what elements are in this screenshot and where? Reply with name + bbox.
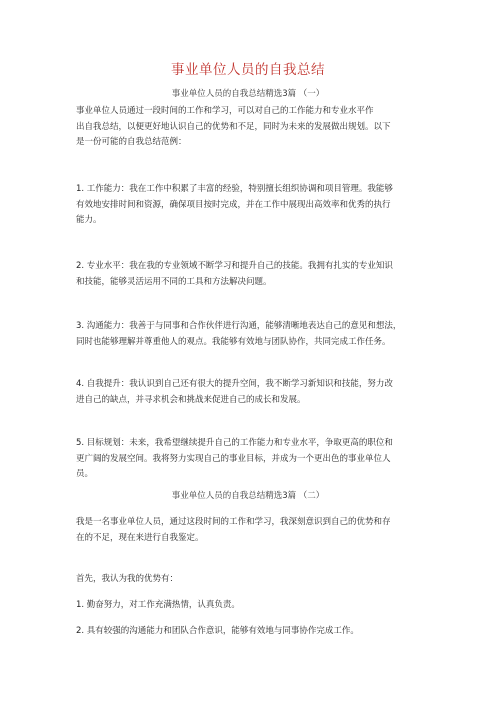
paragraph-line: 有效地安排时间和资源，确保项目按时完成，并在工作中展现出高效率和优秀的执行: [76, 199, 391, 210]
document-title: 事业单位人员的自我总结: [171, 62, 325, 78]
paragraph-line: 能力。: [76, 215, 102, 225]
paragraph-communication: [76, 319, 434, 350]
paragraph-line: 1. 工作能力：我在工作中积累了丰富的经验，特别擅长组织协调和项目管理。我能够: [76, 184, 393, 194]
strength-item-1: 1. 勤奋努力，对工作充满热情，认真负责。: [76, 600, 240, 610]
paragraph-line: 员。: [76, 469, 94, 479]
paragraph-line: 同时也能够理解并尊重他人的观点。我能够有效地与团队协作，共同完成工作任务。: [76, 336, 391, 347]
intro-line: 事业单位人员通过一段时间的工作和学习，可以对自己的工作能力和专业水平作: [76, 106, 374, 116]
strength-item-2: 2. 具有较强的沟通能力和团队合作意识，能够有效地与同事协作完成工作。: [76, 626, 359, 636]
paragraph-line: 和技能，能够灵活运用不同的工具和方法解决问题。: [76, 276, 272, 287]
section-2-heading: 事业单位人员的自我总结精选3篇 （二）: [171, 491, 325, 501]
paragraph-line: 2. 专业水平：我在我的专业领域不断学习和提升自己的技能。我拥有扎实的专业知识: [76, 261, 393, 271]
intro-line: 出自我总结，以便更好地认识自己的优势和不足，同时为未来的发展做出规划。以下: [76, 121, 391, 132]
paragraph-line: 我是一名事业单位人员，通过这段时间的工作和学习，我深刻意识到自己的优势和存: [76, 517, 391, 527]
paragraph-line: 4. 自我提升：我认识到自己还有很大的提升空间，我不断学习新知识和技能，努力改: [76, 379, 393, 389]
section-2-intro: [76, 515, 434, 546]
paragraph-line: 在的不足，现在来进行自我鉴定。: [76, 532, 204, 543]
paragraph-line: 5. 目标规划：未来，我希望继续提升自己的工作能力和专业水平，争取更高的职位和: [76, 438, 393, 448]
intro-paragraph: [76, 104, 434, 151]
strengths-heading: 首先，我认为我的优势有：: [76, 574, 179, 584]
paragraph-line: 更广阔的发展空间。我将努力实现自己的事业目标，并成为一个更出色的事业单位人: [76, 453, 391, 464]
paragraph-goal-planning: [76, 436, 434, 483]
paragraph-work-ability: [76, 182, 434, 229]
paragraph-line: 3. 沟通能力：我善于与同事和合作伙伴进行沟通，能够清晰地表达自己的意见和想法，: [76, 321, 402, 331]
paragraph-line: 进自己的缺点，并寻求机会和挑战来促进自己的成长和发展。: [76, 394, 306, 405]
section-1-heading: 事业单位人员的自我总结精选3篇 （一）: [171, 89, 325, 99]
intro-line: 是一份可能的自我总结范例：: [76, 137, 187, 147]
paragraph-self-improvement: [76, 377, 434, 408]
paragraph-professional-level: [76, 259, 434, 290]
